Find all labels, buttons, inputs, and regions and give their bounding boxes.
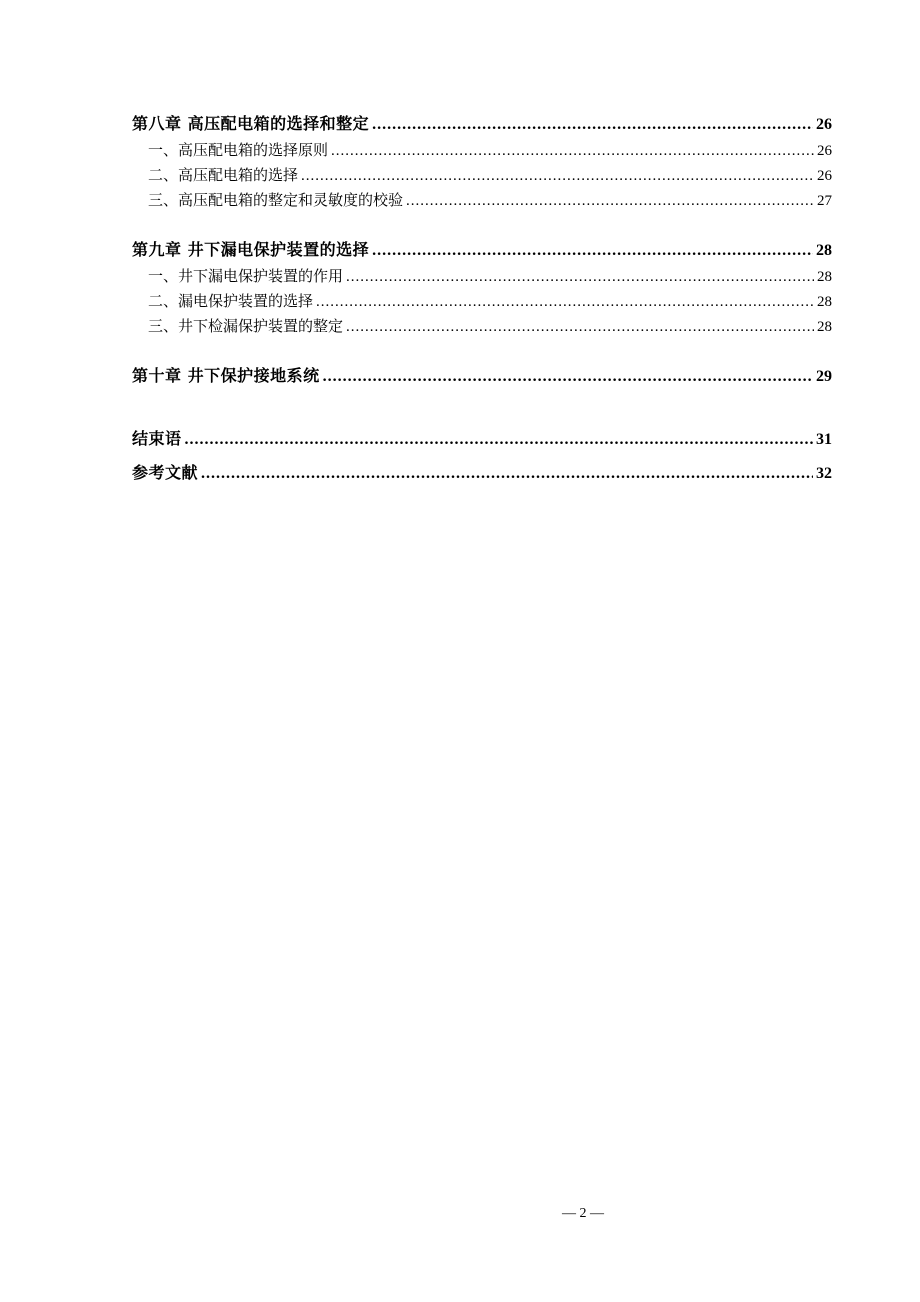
- toc-entry-page: 31: [816, 431, 832, 448]
- toc-entry-section[interactable]: [132, 138, 832, 163]
- dot-leader: [323, 363, 813, 391]
- toc-entry-page: 26: [817, 143, 832, 159]
- toc-entry-page: 26: [817, 168, 832, 184]
- dot-leader: [372, 237, 813, 265]
- toc-chapter-10: [132, 362, 832, 390]
- toc-entry-title: 一、高压配电箱的选择原则: [148, 141, 329, 159]
- toc-entry-section[interactable]: [132, 163, 832, 188]
- dot-leader: [406, 189, 814, 214]
- toc-entry-chapter-10[interactable]: [132, 362, 832, 390]
- dot-leader: [185, 426, 813, 454]
- toc-chapter-8: [132, 110, 832, 213]
- toc-entry-page: 27: [817, 193, 832, 209]
- toc-entry-references[interactable]: [132, 459, 832, 487]
- toc-entry-page: 28: [817, 294, 832, 310]
- toc-entry-conclusion[interactable]: [132, 425, 832, 453]
- spacer: [132, 390, 832, 425]
- toc-entry-title: 三、高压配电箱的整定和灵敏度的校验: [148, 191, 404, 209]
- toc-entry-section[interactable]: [132, 289, 832, 314]
- toc-entry-title: 第八章 高压配电箱的选择和整定: [132, 114, 370, 133]
- toc-entry-page: 28: [816, 242, 832, 259]
- toc-entry-title: 第九章 井下漏电保护装置的选择: [132, 240, 370, 259]
- page-number: — 2 —: [562, 1206, 604, 1221]
- toc-entry-page: 26: [816, 116, 832, 133]
- spacer: [132, 213, 832, 236]
- dot-leader: [372, 111, 813, 139]
- toc-entry-title: 结束语: [132, 429, 182, 448]
- toc-entry-title: 三、井下检漏保护装置的整定: [148, 317, 344, 335]
- toc-entry-page: 28: [817, 269, 832, 285]
- toc-entry-title: 一、井下漏电保护装置的作用: [148, 267, 344, 285]
- toc-entry-page: 28: [817, 319, 832, 335]
- toc-entry-chapter-8[interactable]: [132, 110, 832, 138]
- toc-entry-section[interactable]: [132, 314, 832, 339]
- dot-leader: [346, 265, 814, 290]
- toc-entry-title: 参考文献: [132, 463, 199, 482]
- toc-entry-page: 29: [816, 368, 832, 385]
- dot-leader: [346, 315, 814, 340]
- dot-leader: [201, 460, 813, 488]
- toc-entry-section[interactable]: [132, 188, 832, 213]
- toc-entry-chapter-9[interactable]: [132, 236, 832, 264]
- dot-leader: [301, 164, 814, 189]
- toc-entry-title: 二、漏电保护装置的选择: [148, 292, 314, 310]
- table-of-contents: [132, 110, 832, 487]
- toc-references: [132, 459, 832, 487]
- toc-entry-section[interactable]: [132, 264, 832, 289]
- dot-leader: [331, 139, 814, 164]
- toc-conclusion: [132, 425, 832, 453]
- spacer: [132, 339, 832, 362]
- toc-entry-title: 第十章 井下保护接地系统: [132, 366, 320, 385]
- toc-chapter-9: [132, 236, 832, 339]
- toc-entry-page: 32: [816, 465, 832, 482]
- dot-leader: [316, 290, 814, 315]
- toc-entry-title: 二、高压配电箱的选择: [148, 166, 299, 184]
